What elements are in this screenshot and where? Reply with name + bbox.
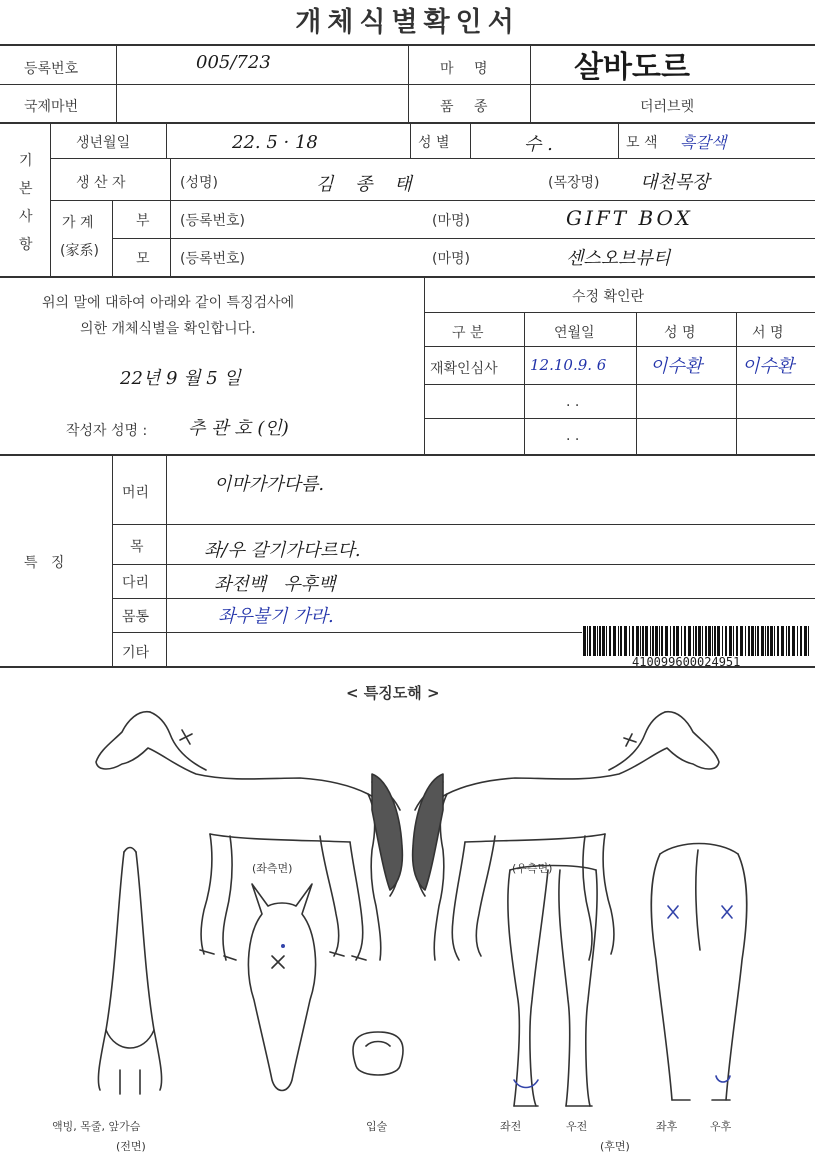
sex-value: 수 . [524,134,553,155]
table-line [116,44,117,124]
table-line [50,122,51,278]
feature-neck-value: 좌/우 갈기가다르다. [204,540,361,561]
feature-head-value: 이마가가다름. [214,474,325,495]
table-line [736,312,737,454]
hind-right-caption: 우후 [710,1120,732,1133]
reg-no-label: 등록번호 [24,61,79,77]
table-line [618,122,619,158]
lineage-hanja: (家系) [60,243,99,259]
table-line [112,524,815,525]
breeder-name-value: 김 종 태 [316,174,420,195]
confirm-text: 위의 말에 대하여 아래와 같이 특징검사에 [42,295,295,311]
table-line [50,158,815,159]
color-value: 흑갈색 [680,133,727,152]
author-value: 추 관 호 (인) [188,418,289,439]
front-left-caption: 좌전 [500,1120,522,1133]
table-line [0,454,815,456]
muzzle-caption: 입술 [366,1120,388,1133]
feature-leg-label: 다리 [122,575,150,591]
rear-view-drawing [651,844,747,1101]
revision-cell: 이수환 [650,356,703,377]
table-line [0,276,815,278]
table-line [170,158,171,276]
table-line [112,632,582,633]
table-line [50,200,815,201]
revision-cell: 12.10.9. 6 [530,356,607,374]
dam-name-value: 센스오브뷰티 [566,248,671,269]
table-line [424,276,425,454]
horse-diagram [0,670,815,1169]
front-chest-drawing [98,848,161,1095]
sire-label: 부 [136,213,150,229]
document-title: 개체식별확인서 [295,7,520,38]
hind-left-caption: 좌후 [656,1120,678,1133]
breeder-label: 생 산 자 [76,175,126,191]
left-side-caption: (좌측면) [252,862,293,875]
revision-cell: 이수환 [742,356,795,377]
sire-reg-label: (등록번호) [180,213,246,229]
revision-dots: . . [566,428,580,444]
revision-header: 서 명 [752,325,784,341]
table-line [408,44,409,124]
left-side-horse-drawing [96,712,400,960]
birth-value: 22. 5 · 18 [232,132,318,153]
revision-cell: 재확인심사 [430,361,498,377]
left-tail [372,774,402,890]
basic-section-label: 기 [19,153,33,169]
rear-subcaption: (후면) [600,1140,630,1153]
front-subcaption: (전면) [116,1140,146,1153]
intl-no-label: 국제마번 [24,99,79,115]
dam-reg-label: (등록번호) [180,251,246,267]
right-side-horse-drawing [415,712,719,960]
table-line [410,122,411,158]
table-line [424,346,815,347]
feature-other-label: 기타 [122,645,150,661]
confirm-text: 의한 개체식별을 확인합니다. [80,321,256,337]
table-line [166,122,167,158]
sire-name-label: (마명) [432,213,470,229]
table-line [636,312,637,454]
revision-header: 연월일 [554,325,595,341]
diagram-title: < 특징도해 > [346,684,440,702]
feature-head-label: 머리 [122,485,150,501]
breed-value: 더러브렛 [640,99,695,115]
basic-section-label: 항 [19,237,33,253]
revision-header: 구 분 [452,325,484,341]
feature-body-value: 좌우불기 가라. [218,606,334,627]
table-line [424,418,815,419]
table-line [524,312,525,454]
right-tail [413,774,443,890]
table-line [112,454,113,666]
farm-label: (목장명) [548,175,600,191]
horse-name-label: 마 명 [440,61,496,77]
muzzle-drawing [353,1032,403,1075]
confirm-date: 22년 9 월 5 일 [120,368,241,389]
table-line [112,564,815,565]
reg-no-value: 005/723 [196,52,271,73]
basic-section-label: 사 [19,209,33,225]
revision-header: 성 명 [664,325,696,341]
table-line [166,454,167,666]
front-right-caption: 우전 [566,1120,588,1133]
feature-body-label: 몸통 [122,609,150,625]
barcode-image [583,626,811,656]
horse-name-value: 살바도르 [574,50,690,85]
sex-label: 성 별 [418,135,450,151]
sire-name-value: GIFT BOX [566,206,693,230]
dam-name-label: (마명) [432,251,470,267]
revision-dots: . . [566,394,580,410]
breed-label: 품 종 [440,99,496,115]
breeder-name-label: (성명) [180,175,218,191]
front-legs-drawing [508,866,597,1107]
birth-label: 생년월일 [76,135,131,151]
farm-value: 대천목장 [640,172,710,193]
table-line [470,122,471,158]
color-label: 모 색 [626,135,658,151]
lineage-label: 가 계 [62,215,94,231]
feature-leg-value: 좌전백 우후백 [214,574,336,595]
table-line [112,238,815,239]
features-section-label: 특 징 [24,555,65,571]
feature-neck-label: 목 [130,539,144,555]
barcode-number: 410099600024951 [632,655,741,669]
revision-title: 수정 확인란 [572,289,645,305]
head-front-drawing [248,884,315,1091]
table-line [424,384,815,385]
right-side-caption: (우측면) [512,862,553,875]
basic-section-label: 본 [19,181,33,197]
dam-label: 모 [136,251,150,267]
table-line [112,200,113,276]
table-line [112,598,815,599]
front-caption: 액빙, 목줄, 앞가슴 [52,1120,141,1133]
table-line [530,44,531,124]
author-label: 작성자 성명 : [66,423,148,439]
table-line [424,312,815,313]
